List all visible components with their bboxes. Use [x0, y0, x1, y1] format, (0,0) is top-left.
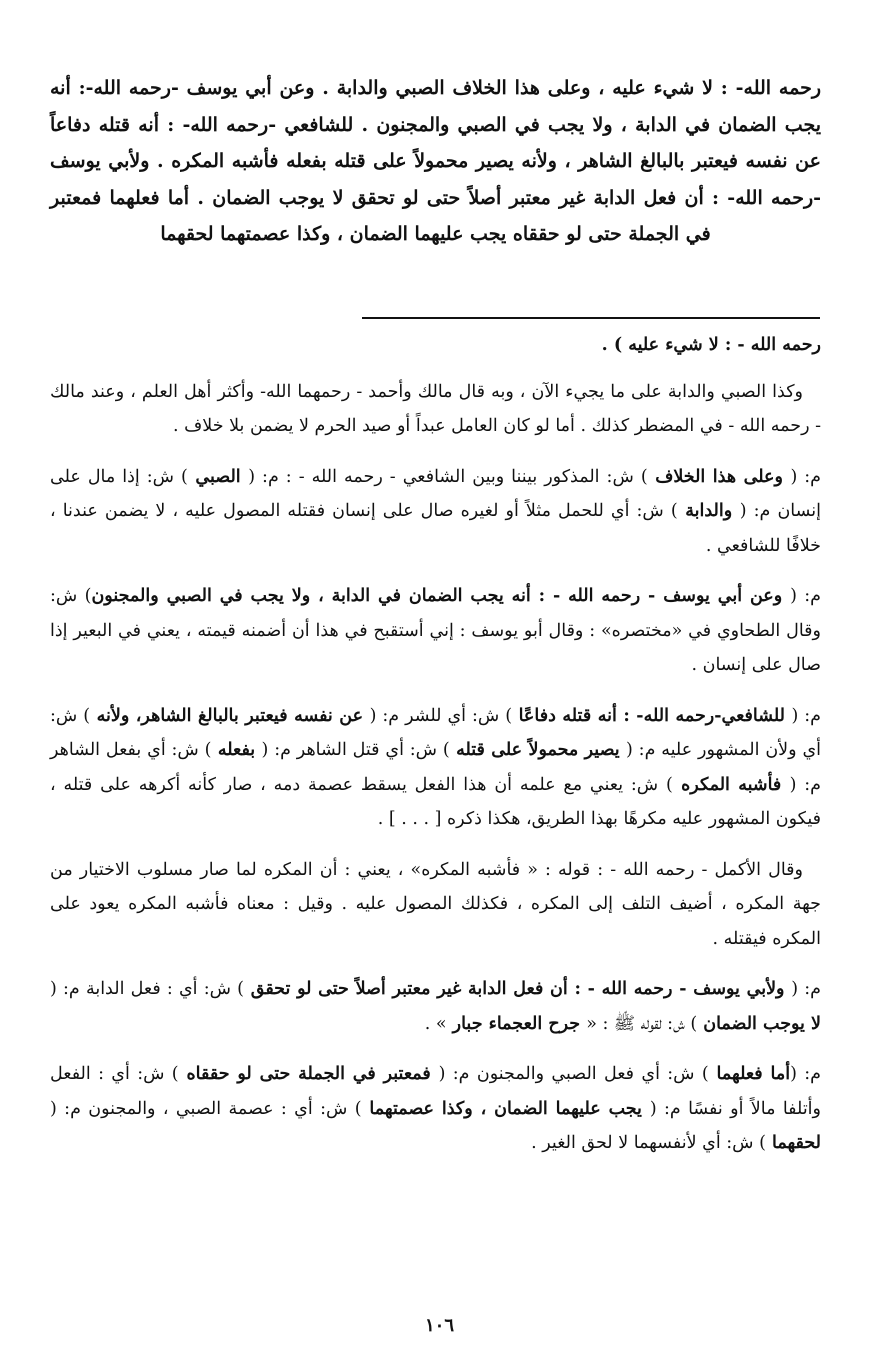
commentary-text: ) ش: المذكور بيننا وبين الشافعي - رحمه الله - : م: ( — [248, 466, 648, 487]
footnote-paragraph-1 — [50, 328, 821, 363]
commentary-text: ) ش: أي قتل الشاهر م: ( — [261, 740, 450, 760]
footnote-text: وكذا الصبي والدابة على ما يجيء الآن ، وبه قال مالك وأحمد - رحمهما الله- وأكثر أهل العلم ، وعند مالك - رحمه الله - في المضطر كذلك . أما لو كان العامل عبداً أو صيد الحرم لا يضمن بلا خلاف . — [50, 381, 821, 436]
footnote-paragraph-5 — [50, 699, 821, 837]
commentary-text: ) ش: أي للشر م: ( — [369, 705, 513, 726]
commentary-text: ) ش: أي : فعل الدابة م: ( — [50, 979, 245, 999]
commentary-text: » . — [424, 1013, 447, 1034]
footnote-paragraph-8 — [50, 1057, 821, 1161]
commentary-text: ) ش: أي ولأن المشهور عليه م: ( — [50, 705, 821, 760]
footnote-text: رحمه الله - : لا شيء عليه ) . — [601, 335, 821, 355]
quoted-text: وعلى هذا الخلاف — [647, 466, 791, 487]
quoted-text: جرح العجماء جبار — [446, 1013, 587, 1034]
quoted-text: لا يوجب الضمان — [697, 1013, 821, 1034]
commentary-text: ) ش: أي : عصمة الصبي ، والمجنون م: ( — [50, 1098, 362, 1119]
footnote-paragraph-7 — [50, 972, 821, 1041]
footnote-text: وقال الأكمل - رحمه الله - : قوله : « فأشبه المكره» ، يعني : أن المكره لما صار مسلوب الاختيار من جهة المكره ، أضيف التلف إلى المكره ، فكذلك المصول عليه . وقيل : معناه فأشبه المكره يعود على المكره فيقتله . — [50, 859, 821, 949]
footnote-paragraph-3 — [50, 460, 821, 564]
commentary-text: ) ش: يعني مع علمه أن هذا الفعل يسقط عصمة دمه ، صار كأنه أكرهه على قتله ، فيكون المشهور عليه مكرهًا بهذا الطريق، هكذا ذكره [ . . . ] . — [50, 774, 821, 829]
commentary-text: ) ش: أي للحمل مثلاً أو لغيره صال على إنسان فقتله المصول عليه ، لا يضمن عندنا ، خلافًا للشافعي . — [50, 501, 821, 556]
main-text: رحمه الله- : لا شيء عليه ، وعلى هذا الخلاف الصبي والدابة . وعن أبي يوسف -رحمه الله-: أنه يجب الضمان في الدابة ، ولا يجب في الصبي والمجنون . للشافعي -رحمه الله- : أنه قتله دفاعاً عن نفسه فيعتبر بالبالغ الشاهر ، ولأنه يصير محمولاً على قتله بفعله فأشبه المكره . ولأبي يوسف -رحمه الله- : أن فعل الدابة غير معتبر أصلاً حتى لو تحقق لا يوجب الضمان . أما فعلهما فمعتبر في الجملة حتى لو حققاه يجب عليهما الضمان ، وكذا عصمتهما لحقهما — [50, 77, 821, 245]
commentary-text: ) ش: أي فعل الصبي والمجنون م: ( — [438, 1064, 709, 1084]
marker-text: م: ( — [791, 979, 821, 999]
commentary-text: ) ش: إذا مال على إنسان م: ( — [50, 466, 821, 521]
quoted-text: أما فعلهما — [708, 1064, 791, 1084]
page-number: ١٠٦ — [424, 1315, 454, 1336]
quoted-text: وعن أبي يوسف - رحمه الله - : أنه يجب الضمان في الدابة ، ولا يجب في الصبي والمجنون — [91, 586, 791, 606]
quoted-text: فمعتبر في الجملة حتى لو حققاه — [178, 1064, 439, 1084]
quoted-text: فأشبه المكره — [672, 774, 790, 795]
quoted-text: يجب عليهما الضمان ، وكذا عصمتهما — [361, 1098, 650, 1119]
commentary-text: ) ش: أي : الفعل وأتلفا مالاً أو نفسًا م: ( — [50, 1064, 821, 1119]
commentary-text: ) ش: أي بفعل الشاهر م: ( — [50, 740, 822, 795]
footnote-paragraph-2 — [50, 375, 821, 444]
quoted-text: عن نفسه فيعتبر بالبالغ الشاهر، ولأنه — [90, 705, 370, 726]
marker-text: م: ( — [790, 1064, 821, 1084]
commentary-text: ) ش: لقوله ﷺ : « — [586, 1013, 698, 1034]
footnote-paragraph-4 — [50, 579, 821, 683]
quoted-text: بفعله — [211, 740, 262, 760]
quoted-text: لحقهما — [765, 1133, 821, 1153]
footnote-paragraph-6 — [50, 853, 821, 957]
quoted-text: الصبي — [187, 466, 249, 487]
main-text-block — [50, 70, 821, 253]
footnote-separator — [362, 317, 820, 319]
marker-text: م: ( — [791, 705, 821, 726]
footnotes-block — [50, 328, 821, 1177]
quoted-text: والدابة — [677, 501, 740, 521]
marker-text: م: ( — [790, 586, 821, 606]
quoted-text: ولأبي يوسف - رحمه الله - : أن فعل الدابة غير معتبر أصلاً حتى لو تحقق — [244, 979, 792, 999]
quoted-text: يصير محمولاً على قتله — [449, 740, 627, 760]
marker-text: م: ( — [790, 466, 822, 487]
commentary-text: ) ش: أي لأنفسهما لا لحق الغير . — [531, 1133, 766, 1153]
commentary-text: ) ش: وقال الطحاوي في «مختصره» : وقال أبو يوسف : إني أستقبح في هذا أن أضمنه قيمته ، يعني في البعير إذا صال على إنسان . — [50, 586, 821, 675]
quoted-text: للشافعي-رحمه الله- : أنه قتله دفاعًا — [512, 705, 792, 726]
